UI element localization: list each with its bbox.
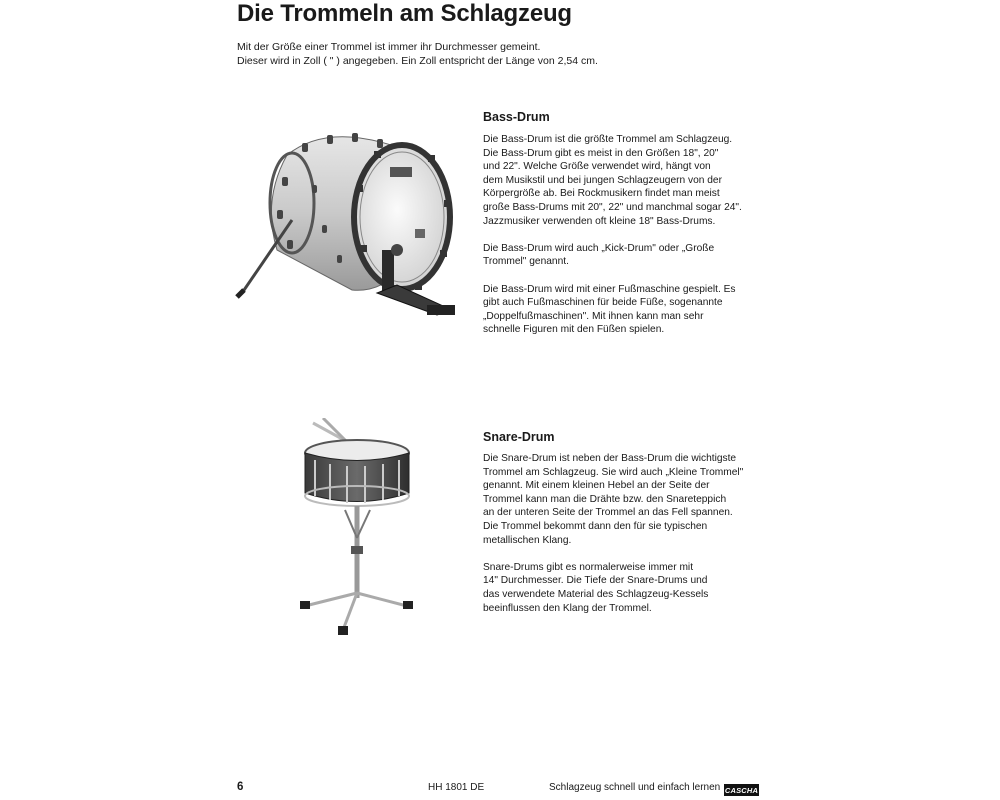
text-line: Die Trommel bekommt dann den für sie typischen	[483, 520, 708, 532]
bass-drum-image	[232, 125, 462, 325]
snare-drum-heading: Snare-Drum	[483, 430, 555, 444]
text-line: Die Bass-Drum gibt es meist in den Größen 18", 20"	[483, 147, 719, 159]
text-line: Trommel kann man die Drähte bzw. den Snareteppich	[483, 493, 727, 505]
text-line: Körpergröße ab. Bei Rockmusikern findet man meist	[483, 188, 720, 200]
text-line: Die Snare-Drum ist neben der Bass-Drum die wichtigste	[483, 453, 737, 464]
series-title: Schlagzeug schnell und einfach lernen	[549, 782, 721, 793]
intro-line: Dieser wird in Zoll ( " ) angegeben. Ein Zoll entspricht der Länge von 2,54 cm.	[237, 55, 598, 67]
bass-drum-heading: Bass-Drum	[483, 110, 550, 124]
text-line: beeinflussen den Klang der Trommel.	[483, 602, 652, 614]
text-line: an der unteren Seite der Trommel an das Fell spannen.	[483, 507, 733, 519]
text-line: Die Bass-Drum ist die größte Trommel am Schlagzeug.	[483, 134, 733, 145]
snare-drum-image	[295, 418, 430, 640]
text-line: das verwendete Material des Schlagzeug-Kessels	[483, 588, 709, 600]
text-line: schnelle Figuren mit den Füßen spielen.	[483, 324, 665, 336]
intro-text	[237, 40, 797, 68]
text-line: 14" Durchmesser. Die Tiefe der Snare-Drums und	[483, 575, 708, 587]
page-title: Die Trommeln am Schlagzeug	[237, 0, 572, 27]
text-line: Jazzmusiker verwenden oft kleine 18" Bass-Drums.	[483, 215, 716, 227]
snare-drum-text	[483, 452, 768, 629]
paragraph	[483, 133, 768, 228]
text-line: Trommel" genannt.	[483, 256, 569, 268]
text-line: dem Musikstil und bei jungen Schlagzeugern von der	[483, 174, 722, 186]
text-line: metallischen Klang.	[483, 534, 572, 546]
bass-drum-text	[483, 133, 768, 351]
paragraph	[483, 561, 768, 615]
page-number: 6	[237, 781, 244, 793]
text-line: gibt auch Fußmaschinen für beide Füße, sogenannte	[483, 297, 723, 309]
paragraph	[483, 452, 768, 547]
text-line: genannt. Mit einem kleinen Hebel an der Seite der	[483, 480, 710, 492]
text-line: und 22". Welche Größe verwendet wird, hängt von	[483, 161, 711, 173]
paragraph	[483, 242, 768, 269]
text-line: Trommel am Schlagzeug. Sie wird auch „Kleine Trommel"	[483, 466, 744, 478]
paragraph	[483, 283, 768, 337]
text-line: „Doppelfußmaschinen". Mit ihnen kann man sehr	[483, 310, 704, 322]
intro-line: Mit der Größe einer Trommel ist immer ihr Durchmesser gemeint.	[237, 41, 541, 53]
text-line: Die Bass-Drum wird auch „Kick-Drum" oder „Große	[483, 242, 715, 254]
publication-code: HH 1801 DE	[428, 782, 485, 793]
publisher-logo: CASCHA	[724, 785, 759, 795]
text-line: Snare-Drums gibt es normalerweise immer mit	[483, 561, 694, 573]
text-line: Die Bass-Drum wird mit einer Fußmaschine gespielt. Es	[483, 283, 736, 295]
text-line: große Bass-Drums mit 20", 22" und manchmal sogar 24".	[483, 201, 742, 213]
